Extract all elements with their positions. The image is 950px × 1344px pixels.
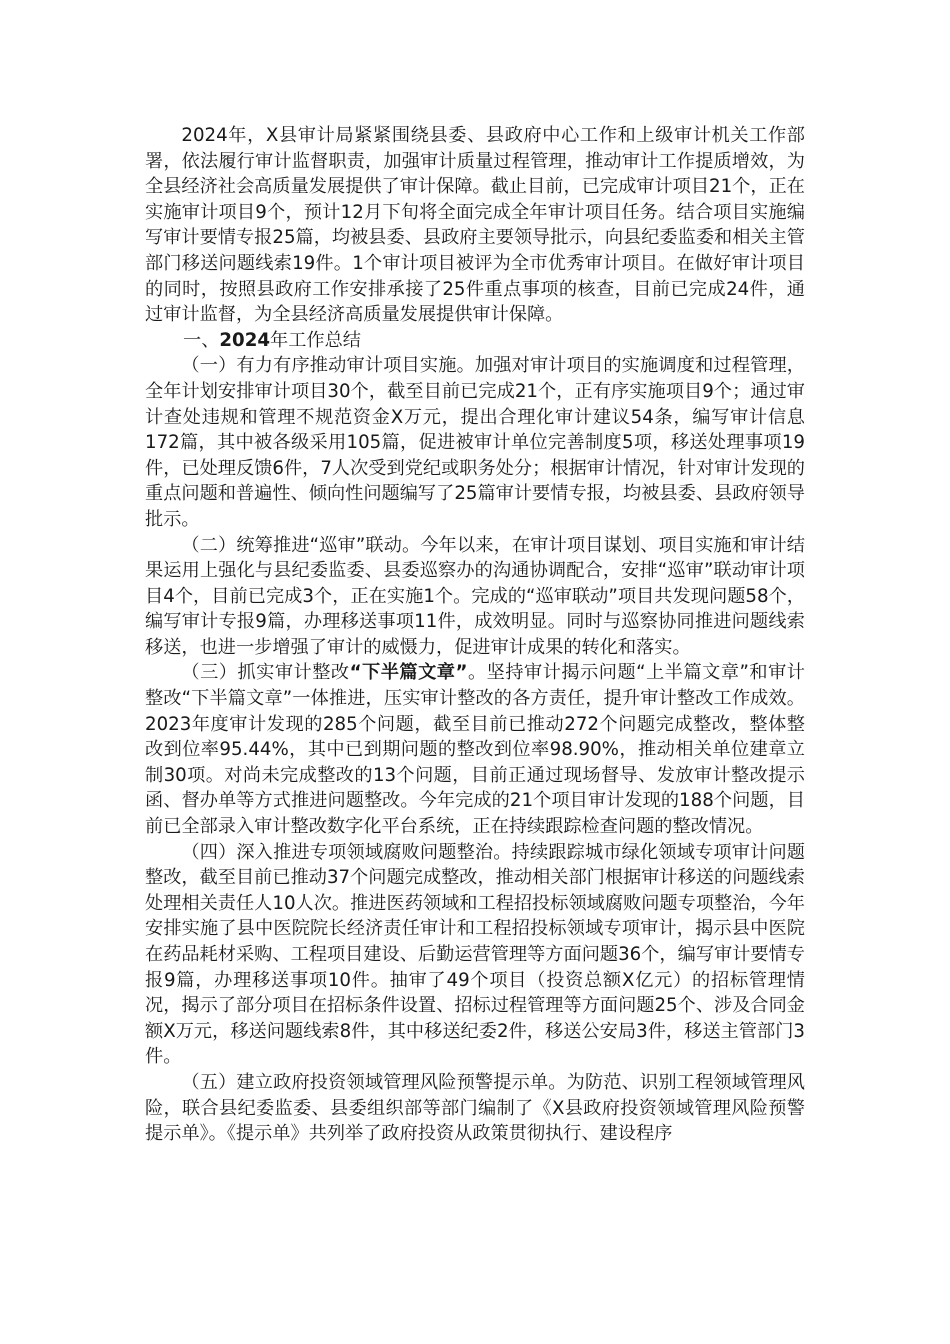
document-page: [145, 123, 805, 1147]
paragraph-3-lead: （三）抓实审计整改: [181, 662, 350, 684]
section-heading-prefix: 一、: [183, 329, 220, 351]
section-heading-year: 2024: [219, 329, 271, 351]
section-heading-text: 年工作总结: [270, 329, 361, 351]
paragraph-5: （五）建立政府投资领域管理风险预警提示单。为防范、识别工程领域管理风险，联合县纪委监委、县委组织部等部门编制了《X县政府投资领域管理风险预警提示单》。《提示单》共列举了政府投资从政策贯彻执行、建设程序: [145, 1071, 805, 1145]
paragraph-3-body: 。坚持审计揭示问题“上半篇文章”和审计整改“下半篇文章”一体推进，压实审计整改的各方责任，提升审计整改工作成效。2023年度审计发现的285个问题，截至目前已推动272个问题完成整改，整体整改到位率95.44%，其中已到期问题的整改到位率98.90%，推动相关单位建章立制30项。对尚未完成整改的13个问题，目前正通过现场督导、发放审计整改提示函、督办单等方式推进问题整改。今年完成的21个项目审计发现的188个问题，目前已全部录入审计整改数字化平台系统，正在持续跟踪检查问题的整改情况。: [145, 662, 805, 838]
paragraph-4: （四）深入推进专项领域腐败问题整治。持续跟踪城市绿化领域专项审计问题整改，截至目前已推动37个问题完成整改，推动相关部门根据审计移送的问题线索处理相关责任人10人次。推进医药领域和工程招投标领域腐败问题专项整治，今年安排实施了县中医院院长经济责任审计和工程招投标领域专项审计，揭示县中医院在药品耗材采购、工程项目建设、后勤运营管理等方面问题36个，编写审计要情专报9篇，办理移送事项10件。抽审了49个项目（投资总额X亿元）的招标管理情况，揭示了部分项目在招标条件设置、招标过程管理等方面问题25个、涉及合同金额X万元，移送问题线索8件，其中移送纪委2件，移送公安局3件，移送主管部门3件。: [145, 841, 805, 1068]
paragraph-2: （二）统筹推进“巡审”联动。今年以来，在审计项目谋划、项目实施和审计结果运用上强化与县纪委监委、县委巡察办的沟通协调配合，安排“巡审”联动审计项目4个，目前已完成3个，正在实施1个。完成的“巡审联动”项目共发现问题58个，编写审计专报9篇，办理移送事项11件，成效明显。同时与巡察协同推进问题线索移送，也进一步增强了审计的威慑力，促进审计成果的转化和落实。: [145, 534, 805, 658]
paragraph-1: （一）有力有序推动审计项目实施。加强对审计项目的实施调度和过程管理，全年计划安排审计项目30个，截至目前已完成21个，正有序实施项目9个；通过审计查处违规和管理不规范资金X万元，提出合理化审计建议54条，编写审计信息172篇，其中被各级采用105篇，促进被审计单位完善制度5项，移送处理事项19件，已处理反馈6件，7人次受到党纪或职务处分；根据审计情况，针对审计发现的重点问题和普遍性、倾向性问题编写了25篇审计要情专报，均被县委、县政府领导批示。: [145, 355, 805, 530]
paragraph-3-emphasis: “下半篇文章”: [349, 662, 468, 684]
section-heading: [145, 328, 805, 354]
intro-paragraph: 2024年，X县审计局紧紧围绕县委、县政府中心工作和上级审计机关工作部署，依法履行审计监督职责，加强审计质量过程管理，推动审计工作提质增效，为全县经济社会高质量发展提供了审计保障。截止目前，已完成审计项目21个，正在实施审计项目9个，预计12月下旬将全面完成全年审计项目任务。结合项目实施编写审计要情专报25篇，均被县委、县政府主要领导批示，向县纪委监委和相关主管部门移送问题线索19件。1个审计项目被评为全市优秀审计项目。在做好审计项目的同时，按照县政府工作安排承接了25件重点事项的核查，目前已完成24件，通过审计监督，为全县经济高质量发展提供审计保障。: [145, 125, 805, 326]
paragraph-3: [145, 660, 805, 839]
